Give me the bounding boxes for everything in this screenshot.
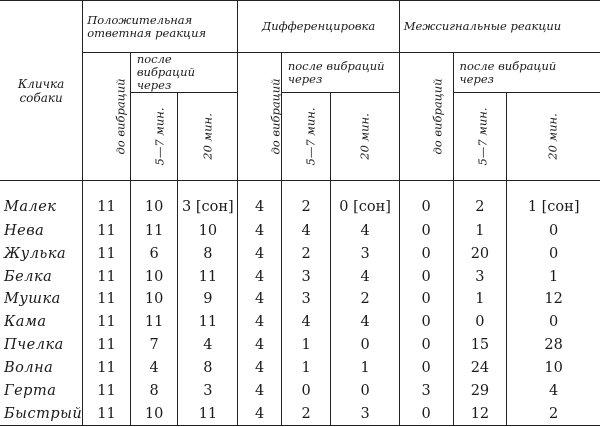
value-cell: 11 xyxy=(83,379,131,402)
value-cell: 12 xyxy=(507,288,600,311)
header-t2-1-text: 20 мин. xyxy=(200,113,215,160)
value-cell: 4 xyxy=(130,356,178,379)
value-cell: 2 xyxy=(281,242,331,265)
value-cell: 0 xyxy=(507,242,600,265)
table-row xyxy=(0,379,600,402)
dog-name-cell: Жулька xyxy=(4,245,67,262)
table-row xyxy=(0,311,600,334)
value-cell: 4 xyxy=(281,219,331,242)
value-cell: 4 xyxy=(507,379,600,402)
value-cell: 4 xyxy=(238,181,281,220)
value-cell: 1 xyxy=(453,288,507,311)
header-group-intersignal xyxy=(399,1,600,53)
header-before-1-text: до вибраций xyxy=(113,78,128,155)
value-cell: 1 xyxy=(281,334,331,357)
value-cell: 1 xyxy=(453,219,507,242)
value-cell: 11 xyxy=(83,219,131,242)
value-cell: 11 xyxy=(130,219,178,242)
value-cell: 11 xyxy=(178,402,238,425)
value-cell: 4 xyxy=(178,334,238,357)
value-cell: 0 xyxy=(399,219,453,242)
value-cell: 4 xyxy=(238,402,281,425)
value-cell: 7 xyxy=(130,334,178,357)
table-body xyxy=(0,181,600,426)
value-cell: 2 xyxy=(507,402,600,425)
header-sub-1-text: после вибраций через xyxy=(136,52,195,92)
header-sub-2-text: после вибраций через xyxy=(287,58,385,86)
value-cell: 3 xyxy=(399,379,453,402)
header-t2-2 xyxy=(331,93,399,181)
dog-name-cell: Быстрый xyxy=(0,402,83,425)
header-t1-3 xyxy=(453,93,507,181)
header-group-positive xyxy=(83,1,238,53)
header-before-3 xyxy=(399,53,453,181)
header-t2-3 xyxy=(507,93,600,181)
value-cell: 11 xyxy=(178,311,238,334)
value-cell: 0 xyxy=(281,379,331,402)
header-group-differentiation xyxy=(238,1,399,53)
value-cell: 11 xyxy=(130,311,178,334)
value-cell: 10 xyxy=(130,181,178,220)
header-t1-1-text: 5—7 мин. xyxy=(152,107,167,166)
value-cell: 4 xyxy=(238,242,281,265)
value-cell: 0 xyxy=(399,311,453,334)
value-cell: 3 xyxy=(331,402,399,425)
table-row xyxy=(0,356,600,379)
value-cell: 0 xyxy=(399,402,453,425)
table-row xyxy=(0,219,600,242)
value-cell: 0 xyxy=(399,356,453,379)
header-sub-3-text: после вибраций через xyxy=(459,58,557,86)
value-cell: 4 xyxy=(238,288,281,311)
header-sub-3 xyxy=(453,53,600,93)
value-cell: 0 xyxy=(399,181,453,220)
value-cell: 10 xyxy=(130,265,178,288)
header-before-3-text: до вибраций xyxy=(430,78,445,155)
value-cell: 4 xyxy=(238,265,281,288)
value-cell: 11 xyxy=(83,265,131,288)
header-t2-2-text: 20 мин. xyxy=(357,113,372,160)
value-cell: 28 xyxy=(507,334,600,357)
header-t1-2 xyxy=(281,93,331,181)
header-t1-2-text: 5—7 мин. xyxy=(303,107,318,166)
value-cell: 3 xyxy=(281,265,331,288)
value-cell: 10 xyxy=(178,219,238,242)
header-before-1 xyxy=(83,53,131,181)
table-row xyxy=(0,265,600,288)
dog-name-cell: Герта xyxy=(4,382,57,399)
value-cell: 11 xyxy=(83,356,131,379)
table-row xyxy=(0,334,600,357)
value-cell: 2 xyxy=(331,288,399,311)
header-before-2-text: до вибраций xyxy=(268,78,283,155)
value-cell: 4 xyxy=(238,311,281,334)
value-cell: 1 xyxy=(507,265,600,288)
value-cell: 11 xyxy=(83,181,131,220)
dog-name-cell: Волна xyxy=(4,359,54,376)
value-cell: 15 xyxy=(453,334,507,357)
header-t1-1 xyxy=(130,93,178,181)
value-cell: 12 xyxy=(453,402,507,425)
header-group-positive-title: Положительная ответная реакция xyxy=(87,12,207,40)
value-cell: 24 xyxy=(453,356,507,379)
value-cell: 1 [сон] xyxy=(507,181,600,220)
value-cell: 3 xyxy=(331,242,399,265)
value-cell: 8 xyxy=(178,242,238,265)
value-cell: 3 xyxy=(178,379,238,402)
value-cell: 11 xyxy=(83,334,131,357)
value-cell: 0 xyxy=(507,311,600,334)
value-cell: 0 xyxy=(453,311,507,334)
dog-name-cell: Мушка xyxy=(4,291,61,308)
value-cell: 4 xyxy=(281,311,331,334)
table-row xyxy=(0,288,600,311)
value-cell: 1 xyxy=(281,356,331,379)
value-cell: 8 xyxy=(178,356,238,379)
dog-name-cell: Пчелка xyxy=(4,337,64,354)
value-cell: 0 xyxy=(399,242,453,265)
value-cell: 2 xyxy=(281,402,331,425)
dog-name-cell: Малек xyxy=(4,199,57,216)
value-cell: 10 xyxy=(130,288,178,311)
dog-name-cell: Кама xyxy=(4,314,47,331)
value-cell: 10 xyxy=(130,402,178,425)
header-before-2 xyxy=(238,53,281,181)
value-cell: 4 xyxy=(331,219,399,242)
value-cell: 3 xyxy=(453,265,507,288)
value-cell: 0 xyxy=(399,265,453,288)
header-group-intersignal-title: Межсигнальные реакции xyxy=(403,19,562,33)
value-cell: 10 xyxy=(507,356,600,379)
value-cell: 20 xyxy=(453,242,507,265)
value-cell: 4 xyxy=(238,356,281,379)
value-cell: 2 xyxy=(453,181,507,220)
value-cell: 11 xyxy=(83,311,131,334)
header-sub-1 xyxy=(130,53,238,93)
value-cell: 4 xyxy=(331,311,399,334)
value-cell: 0 xyxy=(399,334,453,357)
header-group-differentiation-title: Дифференцировка xyxy=(261,19,376,33)
value-cell: 4 xyxy=(238,334,281,357)
value-cell: 0 xyxy=(399,288,453,311)
value-cell: 0 [сон] xyxy=(331,181,399,220)
header-sub-2 xyxy=(281,53,399,93)
value-cell: 0 xyxy=(331,334,399,357)
value-cell: 4 xyxy=(238,379,281,402)
header-t2-3-text: 20 мин. xyxy=(546,113,561,160)
value-cell: 11 xyxy=(83,402,131,425)
value-cell: 1 xyxy=(331,356,399,379)
header-name-col xyxy=(0,1,83,181)
value-cell: 11 xyxy=(83,288,131,311)
value-cell: 4 xyxy=(238,219,281,242)
value-cell: 0 xyxy=(507,219,600,242)
dog-name-cell: Нева xyxy=(4,222,45,239)
value-cell: 6 xyxy=(130,242,178,265)
table-row xyxy=(0,242,600,265)
value-cell: 8 xyxy=(130,379,178,402)
value-cell: 11 xyxy=(178,265,238,288)
value-cell: 9 xyxy=(178,288,238,311)
value-cell: 3 xyxy=(281,288,331,311)
header-t1-3-text: 5—7 мин. xyxy=(475,107,490,166)
table-row xyxy=(0,181,600,220)
value-cell: 11 xyxy=(83,242,131,265)
value-cell: 0 xyxy=(331,379,399,402)
value-cell: 29 xyxy=(453,379,507,402)
value-cell: 3 [сон] xyxy=(178,181,238,220)
dog-name-cell: Белка xyxy=(4,268,53,285)
value-cell: 4 xyxy=(331,265,399,288)
header-name-col-text: Кличка собаки xyxy=(17,76,65,105)
value-cell: 2 xyxy=(281,181,331,220)
table-row xyxy=(0,402,600,425)
header-t2-1 xyxy=(178,93,238,181)
